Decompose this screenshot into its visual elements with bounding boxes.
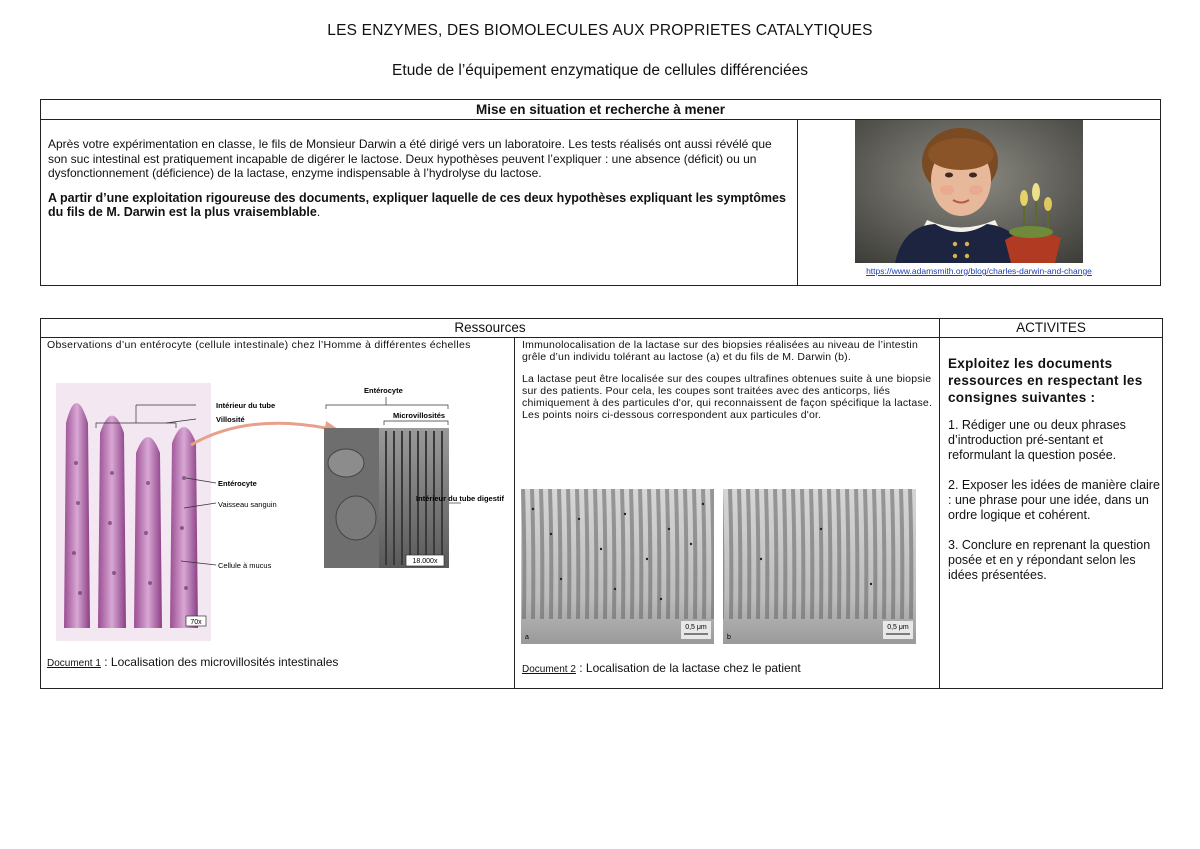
activities-lead: Exploitez les documents ressources en respectant les consignes suivantes : (948, 356, 1143, 405)
activity-item-1: 1. Rédiger une ou deux phrases d’introduction pré-sentant et reformulant la question posée. (948, 418, 1126, 462)
situation-task: A partir d’une exploitation rigoureuse des documents, expliquer laquelle de ces deux hypothèses expliquant les symptômes du fils de M. Darwin est la plus vraisemblable (48, 190, 786, 219)
doc2-caption: Document 2 : Localisation de la lactase chez le patient (522, 661, 801, 675)
situation-header: Mise en situation et recherche à mener (41, 100, 1160, 120)
activities-column (948, 355, 1160, 598)
source-link[interactable]: https://www.adamsmith.org/blog/charles-darwin-and-change (866, 266, 1092, 276)
situation-box (40, 99, 1161, 286)
label-enterocyte: Entérocyte (218, 479, 257, 488)
scale-18000x: 18.000x (412, 558, 438, 565)
label-enterocyte-top: Entérocyte (364, 386, 403, 395)
activity-item-3: 3. Conclure en reprenant la question posée et en y répondant selon les idées présentées. (948, 538, 1151, 582)
scale-b: 0,5 μm (887, 624, 909, 631)
document-subtitle: Etude de l’équipement enzymatique de cellules différenciées (392, 62, 808, 79)
doc2-body: La lactase peut être localisée sur des coupes ultrafines obtenues suite à une biopsie sur des patients. Pour cela, les coupes sont traitées avec des anticorps, liés chimiquement à des particules d'or, qui reconnaissent de façon spécifique la lactase. Les points noirs ci-dessous correspondent aux particules d'or. (522, 373, 933, 421)
label-interieur-tube: Intérieur du tube (216, 401, 276, 410)
label-vaisseau: Vaisseau sanguin (218, 500, 277, 509)
label-microvillosites: Microvillosités (393, 411, 446, 420)
resources-header: Ressources (454, 320, 526, 335)
doc2-text (522, 339, 934, 431)
scale-70x: 70x (190, 619, 202, 626)
label-interieur-digestif: Intérieur du tube digestif (416, 494, 504, 503)
label-villosite: Villosité (216, 415, 245, 424)
situation-text: Après votre expérimentation en classe, le fils de Monsieur Darwin a été dirigé vers un laboratoire. Les tests réalisés ont aussi révélé que son suc intestinal est pratiquement incapable de digérer le lactose. Deux hypothèses peuvent l’expliquer : une absence (déficit) ou un dysfonctionnement (déficience) de la lactase, enzyme indispensable à l’hydrolyse du lactose. A partir d’une exploitation rigoureuse des documents, expliquer laquelle de ces deux hypothèses expliquant les symptômes du fils de M. Darwin est la plus vraisemblable. (48, 137, 793, 230)
label-b: b (727, 634, 731, 641)
doc1-caption: Document 1 : Localisation des microvillosités intestinales (47, 655, 339, 669)
label-mucus: Cellule à mucus (218, 561, 272, 570)
resources-box (40, 318, 1163, 689)
svg-text:Intérieur du tube digestif (416, 494, 504, 503)
lactase-micrographs (521, 489, 936, 644)
darwin-son-portrait (855, 120, 1083, 263)
doc1-ref: Document 1 (47, 658, 101, 669)
scale-a: 0,5 μm (685, 624, 707, 631)
document-title: LES ENZYMES, DES BIOMOLECULES AUX PROPRIETES CATALYTIQUES (327, 22, 873, 39)
doc2-intro: Immunolocalisation de la lactase sur des biopsies réalisées au niveau de l’intestin grêle d’un individu tolérant au lactose (a) et du fils de M. Darwin (b). (522, 339, 918, 363)
doc1-intro: Observations d’un entérocyte (cellule intestinale) chez l’Homme à différentes échelles (47, 339, 471, 351)
situation-paragraph: Après votre expérimentation en classe, le fils de Monsieur Darwin a été dirigé vers un laboratoire. Les tests réalisés ont aussi révélé que son suc intestinal est pratiquement incapable de digérer le lactose. Deux hypothèses peuvent l’expliquer : une absence (déficit) ou un dysfonctionnement (déficience) de la lactase, enzyme indispensable à l’hydrolyse du lactose. (48, 137, 772, 180)
activities-header: ACTIVITES (1016, 320, 1086, 335)
label-a: a (525, 634, 529, 641)
enterocyte-figure (56, 383, 504, 641)
activity-item-2: 2. Exposer les idées de manière claire : une phrase pour une idée, dans un ordre logique et cohérent. (948, 478, 1160, 522)
doc2-ref: Document 2 (522, 664, 576, 675)
